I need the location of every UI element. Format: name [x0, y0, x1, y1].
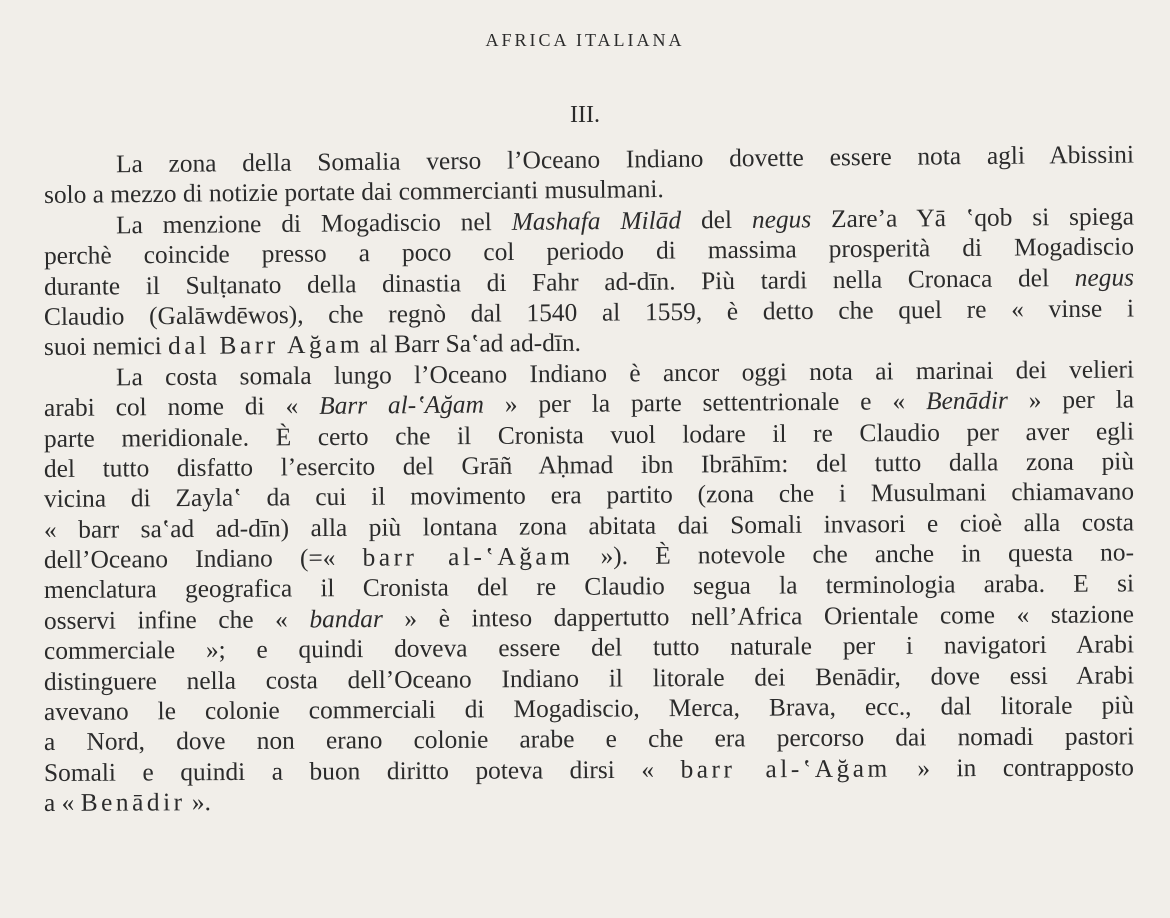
- text-run: » per la parte settentrionale e «: [483, 387, 927, 419]
- text-line: [44, 782, 1134, 818]
- spaced-term: barr al-‛Ağam: [680, 754, 891, 784]
- text-run: suoi nemici: [43, 332, 169, 362]
- spaced-term: dal Barr Ağam: [168, 330, 364, 361]
- text-run: arabi col nome di «: [43, 391, 320, 423]
- spaced-term: barr al-‛Ağam: [362, 542, 574, 572]
- text-run: Zare’a Yā ‛qob si spiega: [811, 202, 1135, 234]
- text-run: ».: [185, 788, 212, 817]
- text-run: durante il Sulṭanato della dinastia di Fahr ad-dīn. Più tardi nella Cronaca del: [43, 263, 1075, 301]
- text-line: « barr sa‛ad ad-dīn) alla più lontana zona abitata dai Somali invasori e cioè alla costa: [43, 508, 1135, 544]
- text-line: perchè coincide presso a poco col periodo di massima prosperità di Mogadiscio: [43, 232, 1135, 271]
- text-run: osservi infine che «: [43, 605, 310, 635]
- italic-term: Mashafa Milād: [511, 206, 682, 236]
- text-line: commerciale »; e quindi doveva essere del tutto naturale per i navigatori Arabi: [43, 630, 1135, 666]
- italic-term: negus: [751, 205, 812, 234]
- section-number: III.: [570, 102, 600, 128]
- text-line: vicina di Zayla‛ da cui il movimento era partito (zona che i Musulmani chiamavano: [43, 477, 1135, 514]
- text-line: a Nord, dove non erano colonie arabe e che era percorso dai nomadi pastori: [43, 722, 1135, 757]
- text-run: a «: [43, 789, 81, 818]
- text-line: avevano le colonie commerciali di Mogadiscio, Merca, Brava, ecc., dal litorale più: [43, 691, 1135, 727]
- italic-term: Benādir: [925, 386, 1008, 416]
- text-run: » è inteso dappertutto nell’Africa Orientale come « stazione: [382, 600, 1135, 633]
- text-run: » in contrapposto: [890, 753, 1135, 783]
- text-line: La costa somala lungo l’Oceano Indiano è ancor oggi nota ai marinai dei velieri: [115, 355, 1135, 392]
- text-line: parte meridionale. È certo che il Cronista vuol lodare il re Claudio per aver egli: [43, 416, 1135, 453]
- italic-term: bandar: [309, 604, 383, 634]
- spaced-term: Benādir: [80, 788, 186, 818]
- body-text: [43, 140, 1135, 819]
- text-run: al Barr Sa‛ad ad-dīn.: [362, 329, 582, 359]
- text-run: »). È notevole che anche in questa no-: [573, 538, 1135, 571]
- text-run: dell’Oceano Indiano (=«: [43, 543, 363, 575]
- text-run: Somali e quindi a buon diritto poteva dirsi «: [43, 755, 681, 787]
- text-line: del tutto disfatto l’esercito del Grāñ Aḥmad ibn Ibrāhīm: del tutto dalla zona più: [43, 447, 1135, 483]
- running-header: AFRICA ITALIANA: [485, 30, 685, 50]
- text-line: menclatura geografica il Cronista del re Claudio segua la terminologia araba. E si: [43, 569, 1135, 605]
- text-line: La zona della Somalia verso l’Oceano Indiano dovette essere nota agli Abissini: [115, 140, 1135, 179]
- text-line: Claudio (Galāwdēwos), che regnò dal 1540 al 1559, è detto che quel re « vinse i: [43, 294, 1135, 331]
- text-line: solo a mezzo di notizie portate dai commercianti musulmani.: [43, 175, 664, 210]
- text-line: distinguere nella costa dell’Oceano Indiano il litorale dei Benādir, dove essi Arabi: [43, 660, 1135, 696]
- text-run: del: [680, 205, 753, 235]
- italic-term: Barr al-‛Ağam: [319, 390, 485, 420]
- text-run: La menzione di Mogadiscio nel: [115, 207, 512, 240]
- text-run: » per la: [1007, 385, 1135, 415]
- italic-term: negus: [1074, 263, 1135, 292]
